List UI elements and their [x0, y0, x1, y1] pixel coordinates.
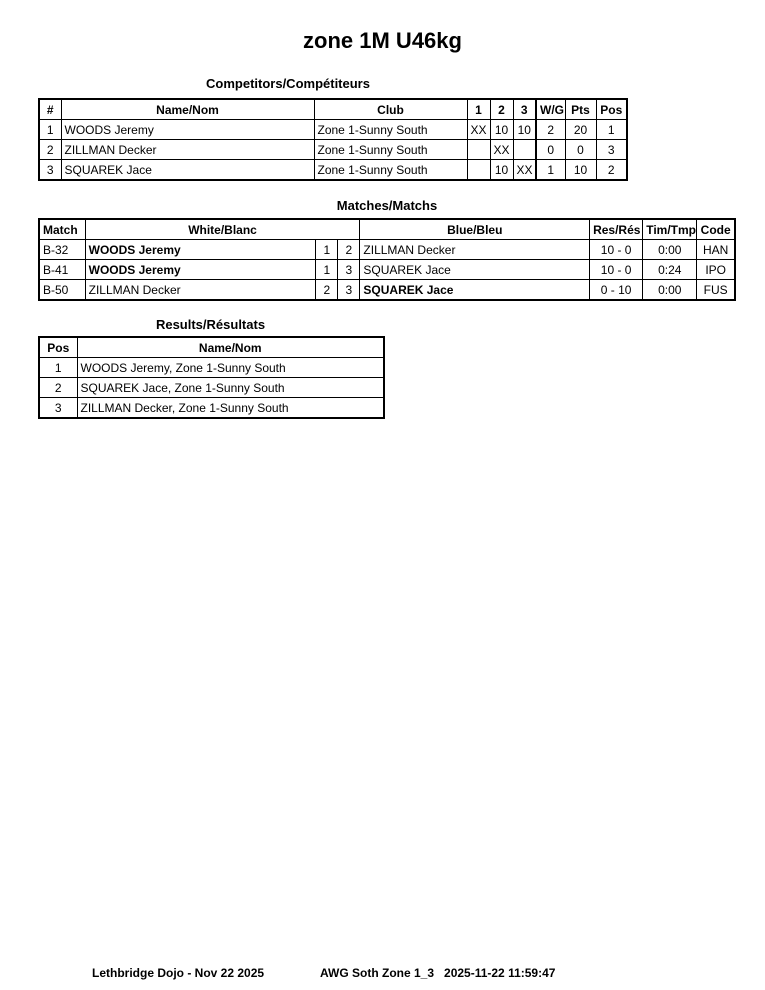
match-result: 10 - 0 — [590, 240, 643, 260]
result-name: SQUAREK Jace, Zone 1-Sunny South — [77, 378, 384, 398]
competitor-club: Zone 1-Sunny South — [314, 160, 467, 181]
results-header-row — [39, 337, 384, 358]
match-code: HAN — [697, 240, 735, 260]
match-code: FUS — [697, 280, 735, 301]
match-white-num: 2 — [316, 280, 338, 301]
col-header-pos: Pos — [596, 99, 627, 120]
competitor-r3: 10 — [513, 120, 536, 140]
match-blue-name: SQUAREK Jace — [360, 260, 590, 280]
footer-right: AWG Soth Zone 1_3 2025-11-22 11:59:47 — [320, 966, 556, 980]
competitor-r2: 10 — [490, 160, 513, 181]
match-time: 0:00 — [643, 280, 697, 301]
match-code: IPO — [697, 260, 735, 280]
competitor-pos: 3 — [596, 140, 627, 160]
match-white-num: 1 — [316, 240, 338, 260]
match-blue-name: ZILLMAN Decker — [360, 240, 590, 260]
competitor-wg: 1 — [536, 160, 565, 181]
match-blue-num: 2 — [338, 240, 360, 260]
match-id: B-32 — [39, 240, 85, 260]
col-header-name: Name/Nom — [61, 99, 314, 120]
match-white-name: WOODS Jeremy — [85, 260, 316, 280]
col-header-white: White/Blanc — [85, 219, 360, 240]
table-row — [39, 378, 384, 398]
col-header-pos: Pos — [39, 337, 77, 358]
match-result: 10 - 0 — [590, 260, 643, 280]
col-header-match: Match — [39, 219, 85, 240]
result-pos: 3 — [39, 398, 77, 419]
result-name: ZILLMAN Decker, Zone 1-Sunny South — [77, 398, 384, 419]
match-id: B-50 — [39, 280, 85, 301]
competitor-club: Zone 1-Sunny South — [314, 140, 467, 160]
competitor-r2: XX — [490, 140, 513, 160]
competitor-name: WOODS Jeremy — [61, 120, 314, 140]
competitor-r1 — [467, 140, 490, 160]
competitors-table — [38, 98, 628, 181]
matches-header-row — [39, 219, 735, 240]
matches-table — [38, 218, 736, 301]
results-table — [38, 336, 385, 419]
table-row — [39, 160, 627, 181]
table-row — [39, 398, 384, 419]
match-time: 0:24 — [643, 260, 697, 280]
col-header-round-1: 1 — [467, 99, 490, 120]
match-blue-name: SQUAREK Jace — [360, 280, 590, 301]
competitor-num: 3 — [39, 160, 61, 181]
table-row — [39, 280, 735, 301]
competitor-name: SQUAREK Jace — [61, 160, 314, 181]
col-header-wg: W/G — [536, 99, 565, 120]
competitor-pos: 1 — [596, 120, 627, 140]
competitor-name: ZILLMAN Decker — [61, 140, 314, 160]
match-white-name: ZILLMAN Decker — [85, 280, 316, 301]
competitor-r1: XX — [467, 120, 490, 140]
competitors-heading: Competitors/Compétiteurs — [206, 76, 370, 91]
match-time: 0:00 — [643, 240, 697, 260]
match-white-num: 1 — [316, 260, 338, 280]
results-heading: Results/Résultats — [155, 317, 266, 332]
competitor-num: 1 — [39, 120, 61, 140]
competitor-pts: 0 — [565, 140, 596, 160]
match-white-name: WOODS Jeremy — [85, 240, 316, 260]
col-header-num: # — [39, 99, 61, 120]
col-header-code: Code — [697, 219, 735, 240]
result-pos: 1 — [39, 358, 77, 378]
competitor-pts: 20 — [565, 120, 596, 140]
col-header-time: Tim/Tmp — [643, 219, 697, 240]
competitor-club: Zone 1-Sunny South — [314, 120, 467, 140]
competitor-pos: 2 — [596, 160, 627, 181]
page-title: zone 1M U46kg — [303, 28, 462, 53]
footer-left: Lethbridge Dojo - Nov 22 2025 — [92, 966, 265, 980]
table-row — [39, 260, 735, 280]
col-header-club: Club — [314, 99, 467, 120]
match-blue-num: 3 — [338, 260, 360, 280]
table-row — [39, 140, 627, 160]
competitor-r1 — [467, 160, 490, 181]
match-blue-num: 3 — [338, 280, 360, 301]
competitor-r2: 10 — [490, 120, 513, 140]
result-pos: 2 — [39, 378, 77, 398]
matches-heading: Matches/Matchs — [336, 198, 438, 213]
col-header-result: Res/Rés — [590, 219, 643, 240]
col-header-round-3: 3 — [513, 99, 536, 120]
table-row — [39, 240, 735, 260]
col-header-name: Name/Nom — [77, 337, 384, 358]
match-result: 0 - 10 — [590, 280, 643, 301]
competitor-wg: 0 — [536, 140, 565, 160]
table-row — [39, 120, 627, 140]
competitor-r3: XX — [513, 160, 536, 181]
col-header-pts: Pts — [565, 99, 596, 120]
competitor-num: 2 — [39, 140, 61, 160]
result-name: WOODS Jeremy, Zone 1-Sunny South — [77, 358, 384, 378]
table-row — [39, 358, 384, 378]
competitors-header-row — [39, 99, 627, 120]
col-header-round-2: 2 — [490, 99, 513, 120]
competitor-r3 — [513, 140, 536, 160]
col-header-blue: Blue/Bleu — [360, 219, 590, 240]
competitor-wg: 2 — [536, 120, 565, 140]
competitor-pts: 10 — [565, 160, 596, 181]
match-id: B-41 — [39, 260, 85, 280]
